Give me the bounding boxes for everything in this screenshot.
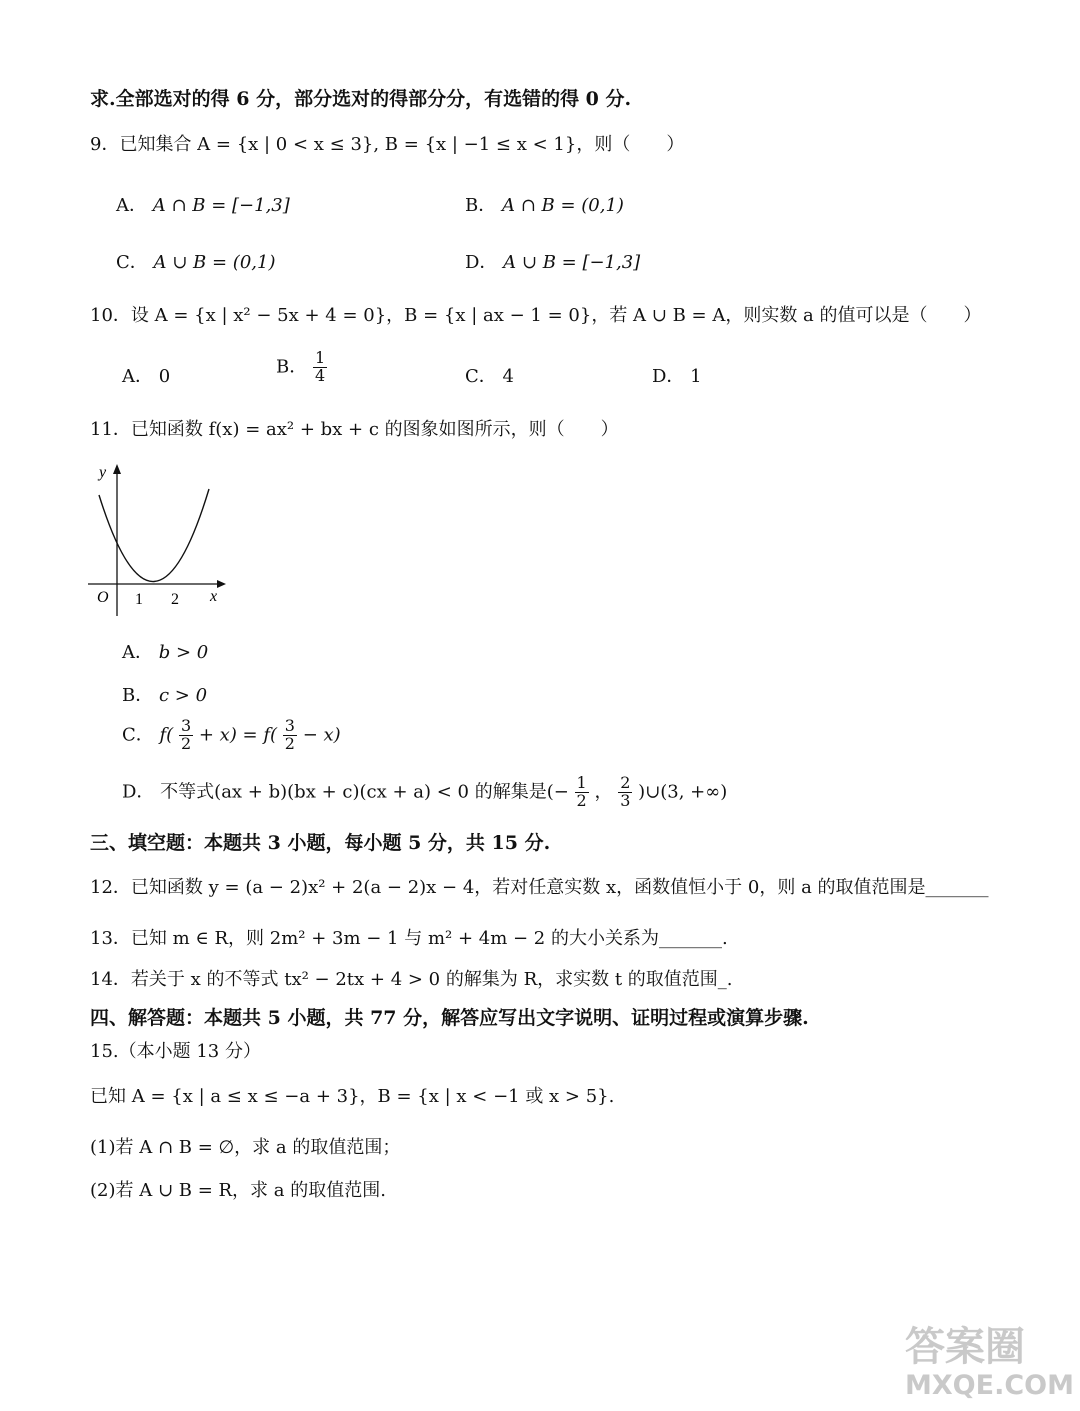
q11-option-d <box>122 775 727 810</box>
option-label: B． <box>276 356 308 378</box>
option-text: A ∪ B = (0,1) <box>153 252 276 273</box>
x-axis-label: x <box>210 588 218 605</box>
q13: 13．已知 m ∈ R，则 2m² + 3m − 1 与 m² + 4m − 2 的大小关系为_______. <box>90 928 728 949</box>
y-axis-arrow <box>113 464 121 474</box>
y-axis-label: y <box>99 464 107 481</box>
q11-stem: 11．已知函数 f(x) = ax² + bx + c 的图象如图所示，则（ ） <box>90 419 619 440</box>
option-label: D． <box>652 366 685 387</box>
option-text: + x) = f( <box>198 724 278 746</box>
fraction: $\frac{2}{3}$ <box>620 773 631 810</box>
q10-stem: 10．设 A = {x | x² − 5x + 4 = 0}，B = {x | ax − 1 = 0}，若 A ∪ B = A，则实数 a 的值可以是（ ） <box>90 305 982 326</box>
option-label: B． <box>465 195 497 216</box>
q14: 14．若关于 x 的不等式 tx² − 2tx + 4 > 0 的解集为 R，求实数 t 的取值范围_. <box>90 969 733 990</box>
option-label: C． <box>465 366 497 387</box>
q15-head: 15.（本小题 13 分） <box>90 1041 261 1062</box>
q10-option-c <box>465 362 514 388</box>
origin-label: O <box>97 589 109 606</box>
x-axis-arrow <box>217 580 226 588</box>
watermark-logo-text: 答案圈 <box>905 1324 1025 1370</box>
option-label: A． <box>122 366 153 387</box>
fraction: $\frac{3}{2}$ <box>180 716 192 753</box>
option-text: A ∪ B = [−1,3] <box>503 252 641 273</box>
option-text: 0 <box>158 366 171 387</box>
q9-option-c <box>116 248 275 274</box>
section3-title: 三、填空题：本题共 3 小题，每小题 5 分，共 15 分. <box>90 832 551 854</box>
q10-option-b <box>276 350 327 385</box>
option-text: − x) <box>302 724 341 746</box>
option-label: C． <box>122 724 154 746</box>
q15-part2: (2)若 A ∪ B = R，求 a 的取值范围. <box>90 1180 386 1201</box>
option-text: A ∩ B = (0,1) <box>501 195 624 216</box>
option-text: b > 0 <box>158 642 209 663</box>
q11-option-c <box>122 718 341 753</box>
q9-option-d <box>465 248 640 274</box>
option-text: 不等式(ax + b)(bx + c)(cx + a) < 0 的解集是(− <box>160 781 569 803</box>
option-text: A ∩ B = [−1,3] <box>152 195 290 216</box>
fraction: $\frac{3}{2}$ <box>284 716 295 753</box>
option-label: A． <box>122 642 153 663</box>
option-label: D． <box>465 252 498 273</box>
option-text: )∪(3, +∞) <box>638 781 728 803</box>
tick-label-2: 2 <box>171 591 179 608</box>
option-label: D． <box>122 781 155 803</box>
q10-option-a <box>122 362 170 388</box>
q9-stem: 9．已知集合 A = {x | 0 < x ≤ 3}, B = {x | −1 ≤ x < 1}，则（ ） <box>90 134 685 155</box>
option-text: f( <box>159 724 174 746</box>
q15-part1: (1)若 A ∩ B = ∅，求 a 的取值范围； <box>90 1137 401 1158</box>
fraction: $\frac{1}{2}$ <box>576 773 587 810</box>
option-label: A． <box>116 195 147 216</box>
parabola-graph <box>84 458 234 618</box>
option-text: c > 0 <box>158 685 208 706</box>
q9-option-a <box>116 191 290 217</box>
q11-option-b <box>122 681 207 707</box>
fraction: $\frac{1}{4}$ <box>314 348 326 385</box>
parabola-curve <box>99 489 209 582</box>
section2-note: 求.全部选对的得 6 分，部分选对的得部分分，有选错的得 0 分. <box>90 88 632 110</box>
watermark-url: MXQE.COM <box>905 1370 1074 1401</box>
q11-option-a <box>122 638 208 664</box>
q9-option-b <box>465 191 624 217</box>
q12: 12．已知函数 y = (a − 2)x² + 2(a − 2)x − 4，若对任意实数 x，函数值恒小于 0，则 a 的取值范围是_______ <box>90 877 989 898</box>
option-label: B． <box>122 685 154 706</box>
q10-option-d <box>652 362 702 388</box>
section4-title: 四、解答题：本题共 5 小题，共 77 分，解答应写出文字说明、证明过程或演算步骤. <box>90 1007 809 1029</box>
option-text: ， <box>594 781 613 803</box>
option-text: 4 <box>502 366 514 387</box>
tick-label-1: 1 <box>135 591 143 608</box>
q15-given: 已知 A = {x | a ≤ x ≤ −a + 3}，B = {x | x < −1 或 x > 5}. <box>90 1086 615 1107</box>
option-label: C． <box>116 252 148 273</box>
option-text: 1 <box>690 366 702 387</box>
